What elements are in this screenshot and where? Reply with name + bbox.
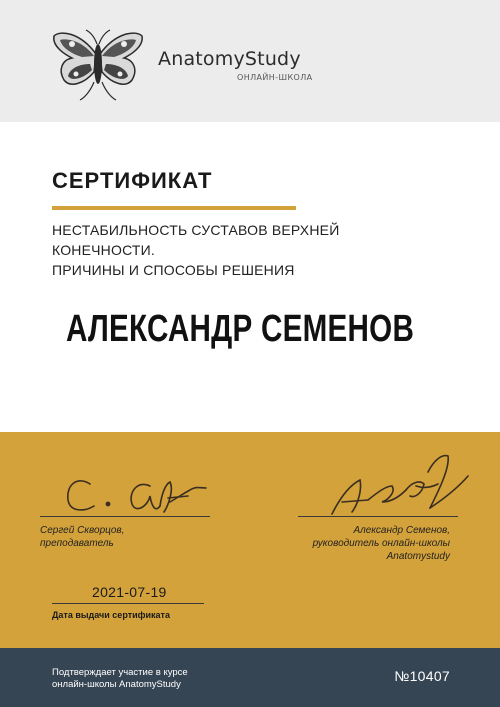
certificate-body <box>0 122 500 432</box>
teacher-caption <box>40 524 210 550</box>
footer-note-line-1: Подтверждает участие в курсе <box>52 667 188 678</box>
brand <box>158 48 313 82</box>
footer <box>0 648 500 707</box>
brand-name: AnatomyStudy <box>158 48 301 70</box>
signature-panel <box>0 432 500 648</box>
issue-date: 2021-07-19 <box>92 584 167 600</box>
director-signature <box>312 446 472 526</box>
issue-date-label: Дата выдачи сертификата <box>52 610 170 620</box>
director-role: руководитель онлайн-школы <box>312 538 450 549</box>
footer-note <box>52 667 188 691</box>
director-caption <box>282 524 450 563</box>
course-title-line-3: ПРИЧИНЫ И СПОСОБЫ РЕШЕНИЯ <box>52 262 295 278</box>
header <box>0 0 500 122</box>
brand-subtitle: ОНЛАЙН-ШКОЛА <box>237 73 313 82</box>
director-name: Александр Семенов, <box>353 525 450 536</box>
course-title-line-2: КОНЕЧНОСТИ. <box>52 242 156 258</box>
course-title <box>52 220 412 280</box>
certificate-number: №10407 <box>394 668 450 684</box>
director-signature-line <box>298 516 458 517</box>
teacher-signature-line <box>40 516 210 517</box>
teacher-role: преподаватель <box>40 538 114 549</box>
title-underline <box>52 206 296 210</box>
butterfly-logo-icon <box>50 24 146 104</box>
teacher-signature <box>50 462 210 522</box>
footer-note-line-2: онлайн-школы AnatomyStudy <box>52 679 181 690</box>
issue-date-line <box>52 603 204 604</box>
teacher-name: Сергей Скворцов, <box>40 525 125 536</box>
school-name: Anatomystudy <box>386 551 450 562</box>
certificate-title: СЕРТИФИКАТ <box>52 168 213 193</box>
course-title-line-1: НЕСТАБИЛЬНОСТЬ СУСТАВОВ ВЕРХНЕЙ <box>52 222 340 238</box>
recipient-name: АЛЕКСАНДР СЕМЕНОВ <box>66 308 415 350</box>
